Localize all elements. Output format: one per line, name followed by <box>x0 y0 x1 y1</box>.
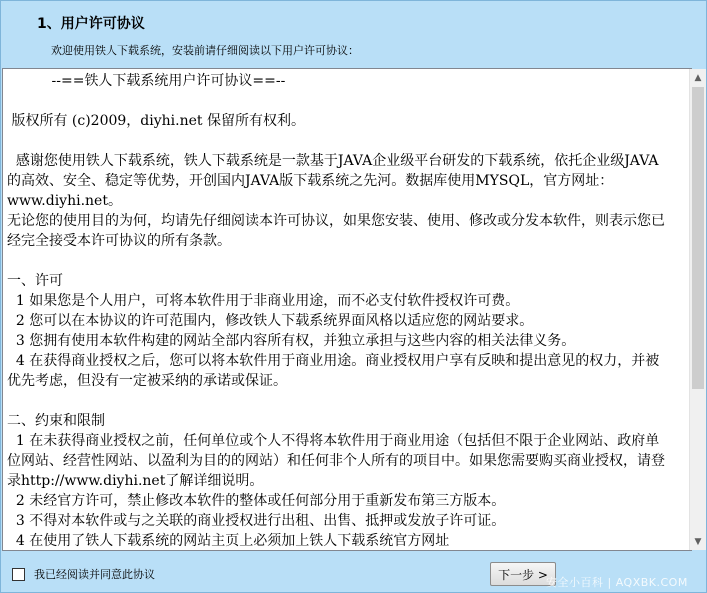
license-textarea[interactable] <box>2 68 692 551</box>
page-subtitle: 欢迎使用铁人下载系统，安装前请仔细阅读以下用户许可协议： <box>51 44 359 57</box>
vertical-scrollbar[interactable] <box>689 69 706 550</box>
license-text: --==铁人下载系统用户许可协议==-- 版权所有 (c)2009，diyhi.net 保留所有权利。 感谢您使用铁人下载系统，铁人下载系统是一款基于JAVA企业级平台研发的下载系统，依托企业级JAVA的高效、安全、稳定等优势，开创国内JAVA版下载系统之先河。数据库使用MYSQL，官方网址：www.diyhi.net。 无论您的使用目的为何，均请先仔细阅读本许可协议，如果您安装、使用、修改或分发本软件，则表示您已经完全接受本许可协议的所有条款。 一、许可 1 如果您是个人用户，可将本软件用于非商业用途，而不必支付软件授权许可费。 2 您可以在本协议的许可范围内，修改铁人下载系统界面风格以适应您的网站要求。 3 您拥有使用本软件构建的网站全部内容所有权，并独立承担与这些内容的相关法律义务。 4 在获得商业授权之后，您可以将本软件用于商业用途。商业授权用户享有反映和提出意见的权力，并被优先考虑，但没有一定被采纳的承诺或保证。 二、约束和限制 1 在未获得商业授权之前，任何单位或个人不得将本软件用于商业用途（包括但不限于企业网站、政府单位网站、经营性网站、以盈利为目的的网站）和任何非个人所有的项目中。如果您需要购买商业授权，请登录http://www.diyhi.net了解详细说明。 2 未经官方许可，禁止修改本软件的整体或任何部分用于重新发布第三方版本。 3 不得对本软件或与之关联的商业授权进行出租、出售、抵押或发放子许可证。 4 在使用了铁人下载系统的网站主页上必须加上铁人下载系统官方网址 <box>7 73 665 549</box>
next-button[interactable]: 下一步 > <box>490 562 556 586</box>
scroll-thumb[interactable] <box>692 87 704 389</box>
agree-label[interactable]: 我已经阅读并同意此协议 <box>34 568 155 581</box>
header <box>1 1 706 67</box>
scroll-down-arrow-icon[interactable]: ▼ <box>694 536 702 547</box>
watermark: 安全小百科 | AQXBK.COM <box>546 576 688 589</box>
agree-row[interactable] <box>12 566 155 582</box>
footer <box>1 552 706 592</box>
page-title: 1、用户许可协议 <box>37 16 145 32</box>
scroll-up-arrow-icon[interactable]: ▲ <box>694 72 702 83</box>
agree-checkbox[interactable] <box>12 568 25 581</box>
